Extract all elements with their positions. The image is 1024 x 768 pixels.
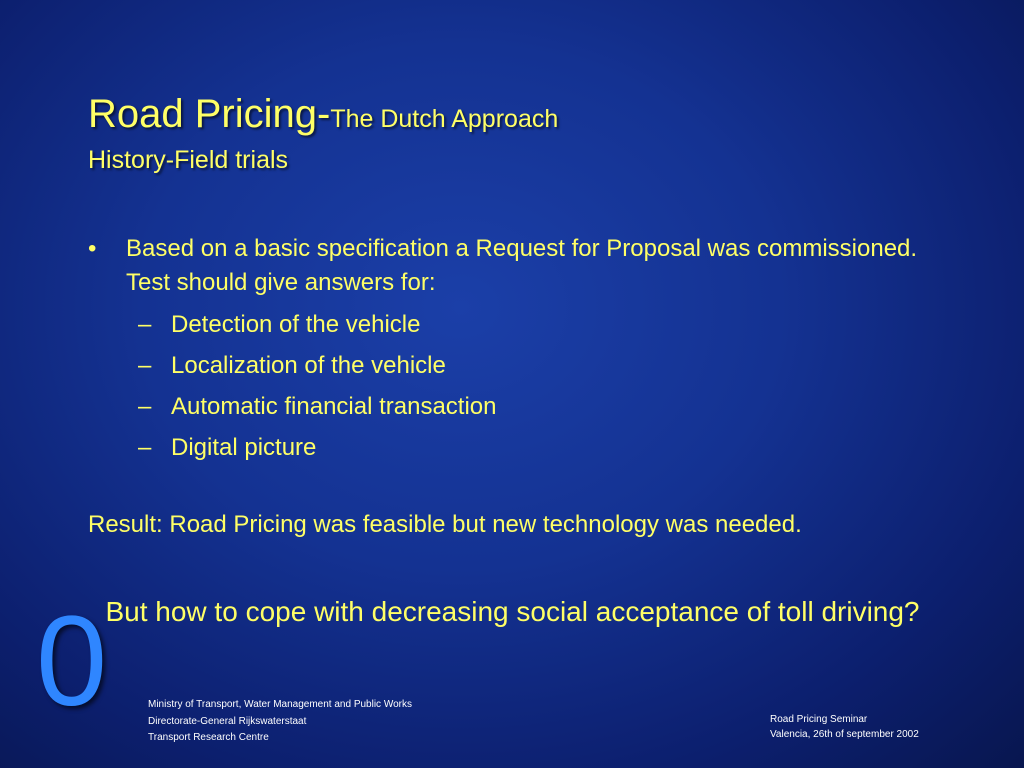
sub-bullet-transaction <box>88 386 918 427</box>
sub-bullet-text: Detection of the vehicle <box>171 311 421 338</box>
footer-seminar: Road Pricing Seminar <box>770 714 868 725</box>
footer-organization <box>148 697 412 747</box>
slide-subtitle: History-Field trials <box>88 146 289 174</box>
footer-research-centre: Transport Research Centre <box>148 732 269 743</box>
sub-bullet-text: Digital picture <box>171 434 317 461</box>
sub-bullet-localization <box>88 345 918 386</box>
bullet-marker-icon: • <box>88 235 97 262</box>
footer-date: Valencia, 26th of september 2002 <box>770 729 919 740</box>
sub-bullet-text: Localization of the vehicle <box>171 352 446 379</box>
slide-title <box>88 94 558 134</box>
slide-title-main: Road Pricing- <box>88 92 331 136</box>
footer-event <box>770 712 919 742</box>
footer-directorate: Directorate-General Rijkswaterstaat <box>148 715 307 727</box>
footer-ministry: Ministry of Transport, Water Management and Public Works <box>148 699 412 710</box>
dash-icon: – <box>138 311 152 338</box>
dash-icon: – <box>138 393 152 420</box>
sub-bullet-picture <box>88 427 918 468</box>
result-text: Result: Road Pricing was feasible but new technology was needed. <box>88 511 802 538</box>
slide-title-sub: The Dutch Approach <box>330 105 559 133</box>
bullet-item <box>88 232 918 300</box>
logo-zero-icon: 0 <box>36 590 108 733</box>
sub-bullet-detection <box>88 304 918 345</box>
dash-icon: – <box>138 434 152 461</box>
dash-icon: – <box>138 352 152 379</box>
bullet-list <box>88 232 918 468</box>
sub-bullet-list <box>88 304 918 468</box>
closing-question: But how to cope with decreasing social acceptance of toll driving? <box>105 596 920 627</box>
bullet-text: Based on a basic specification a Request for Proposal was commissioned. Test should give answers for: <box>126 235 918 296</box>
sub-bullet-text: Automatic financial transaction <box>171 393 497 420</box>
